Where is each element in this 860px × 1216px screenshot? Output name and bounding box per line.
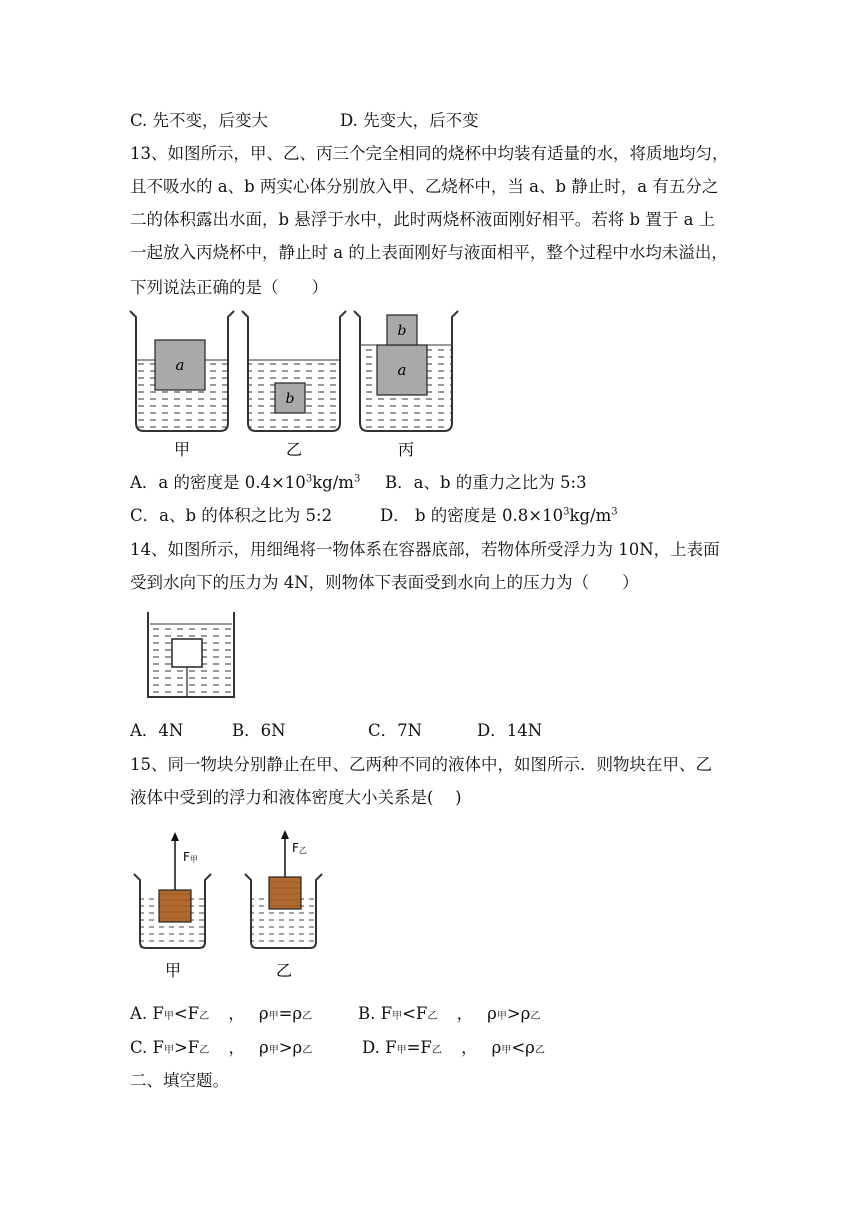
q14-option-b: B．6N [232,721,286,740]
q15-options-row-2 [130,1037,545,1062]
q15-label-jia: 甲 [164,961,182,980]
q15-figure [128,826,328,986]
q13-beaker-yi [242,311,346,431]
q15-block-yi [269,877,301,909]
q13-label-yi: 乙 [285,440,303,459]
q14-options-row [130,720,543,742]
q15-force-label-jia: F甲 [183,850,198,864]
q15-option-a: A. F甲<F乙 ， ρ甲=ρ乙 [130,1004,313,1023]
q13-stem-line-2: 且不吸水的 a、b 两实心体分别放入甲、乙烧杯中，当 a、b 静止时，a 有五分之 [130,177,719,196]
block-b-label: b [285,391,295,407]
q13-options-row-2 [130,505,618,527]
q15-stem-line-1: 15、同一物块分别静止在甲、乙两种不同的液体中，如图所示．则物块在甲、乙 [130,755,712,774]
q13-stem-line-3: 二的体积露出水面，b 悬浮于水中，此时两烧杯液面刚好相平。若将 b 置于 a 上 [130,210,716,229]
q14-option-d: D．14N [477,721,543,740]
q15-option-b: B. F甲<F乙 ， ρ甲>ρ乙 [358,1004,541,1023]
block-a-label-bing: a [397,361,407,379]
q13-beaker-jia [130,311,234,431]
q15-option-c: C. F甲>F乙 ， ρ甲>ρ乙 [130,1038,313,1057]
q13-option-d: D． b 的密度是 $0.8\times 10^3kg/m^3$ [380,506,618,525]
q13-figure [125,305,470,465]
q13-stem-line-4: 一起放入丙烧杯中，静止时 a 的上表面刚好与液面相平，整个过程中水均未溢出， [130,243,728,262]
q12-option-d: D. 先变大，后不变 [340,111,479,130]
q13-options-row-1 [130,472,587,494]
q15-options-row-1 [130,1003,541,1028]
q15-label-yi: 乙 [275,961,293,980]
q15-beakers-svg [128,826,328,986]
q15-option-d: D. F甲=F乙 ， ρ甲<ρ乙 [362,1038,545,1057]
q15-stem-line-2: 液体中受到的浮力和液体密度大小关系是( ) [130,788,462,807]
section-2-heading: 二、填空题。 [130,1071,229,1090]
q13-option-c: C．a、b 的体积之比为 5:2 [130,506,333,525]
q13-option-b: B．a、b 的重力之比为 5:3 [385,473,587,492]
q14-container-svg [140,612,240,702]
q15-force-label-yi: F乙 [292,841,307,855]
q13-label-jia: 甲 [173,440,191,459]
q13-option-a: A．a 的密度是 $0.4\times 10^3kg/m^3$ [130,473,361,492]
q14-object [172,639,202,667]
q12-option-c: C. 先不变，后变大 [130,111,269,130]
q13-label-bing: 丙 [397,440,415,459]
q15-beaker-yi [245,830,322,948]
q13-beakers-svg [125,305,470,465]
block-a-label: a [175,356,185,374]
q13-beaker-bing [354,311,458,431]
q14-stem-line-2: 受到水向下的压力为 4N，则物体下表面受到水向上的压力为（ ） [130,573,639,592]
q15-beaker-jia [134,832,211,948]
q13-stem-line-5: 下列说法正确的是（ ） [130,278,328,297]
q14-option-a: A．4N [130,721,184,740]
q14-figure [140,612,240,702]
q13-stem-line-1: 13、如图所示，甲、乙、丙三个完全相同的烧杯中均装有适量的水，将质地均匀， [130,144,729,163]
q12-options-row [130,110,479,132]
q14-option-c: C．7N [368,721,423,740]
block-b-label-bing: b [397,323,407,339]
q14-stem-line-1: 14、如图所示，用细绳将一物体系在容器底部，若物体所受浮力为 10N，上表面 [130,540,720,559]
q15-block-jia [159,890,191,922]
